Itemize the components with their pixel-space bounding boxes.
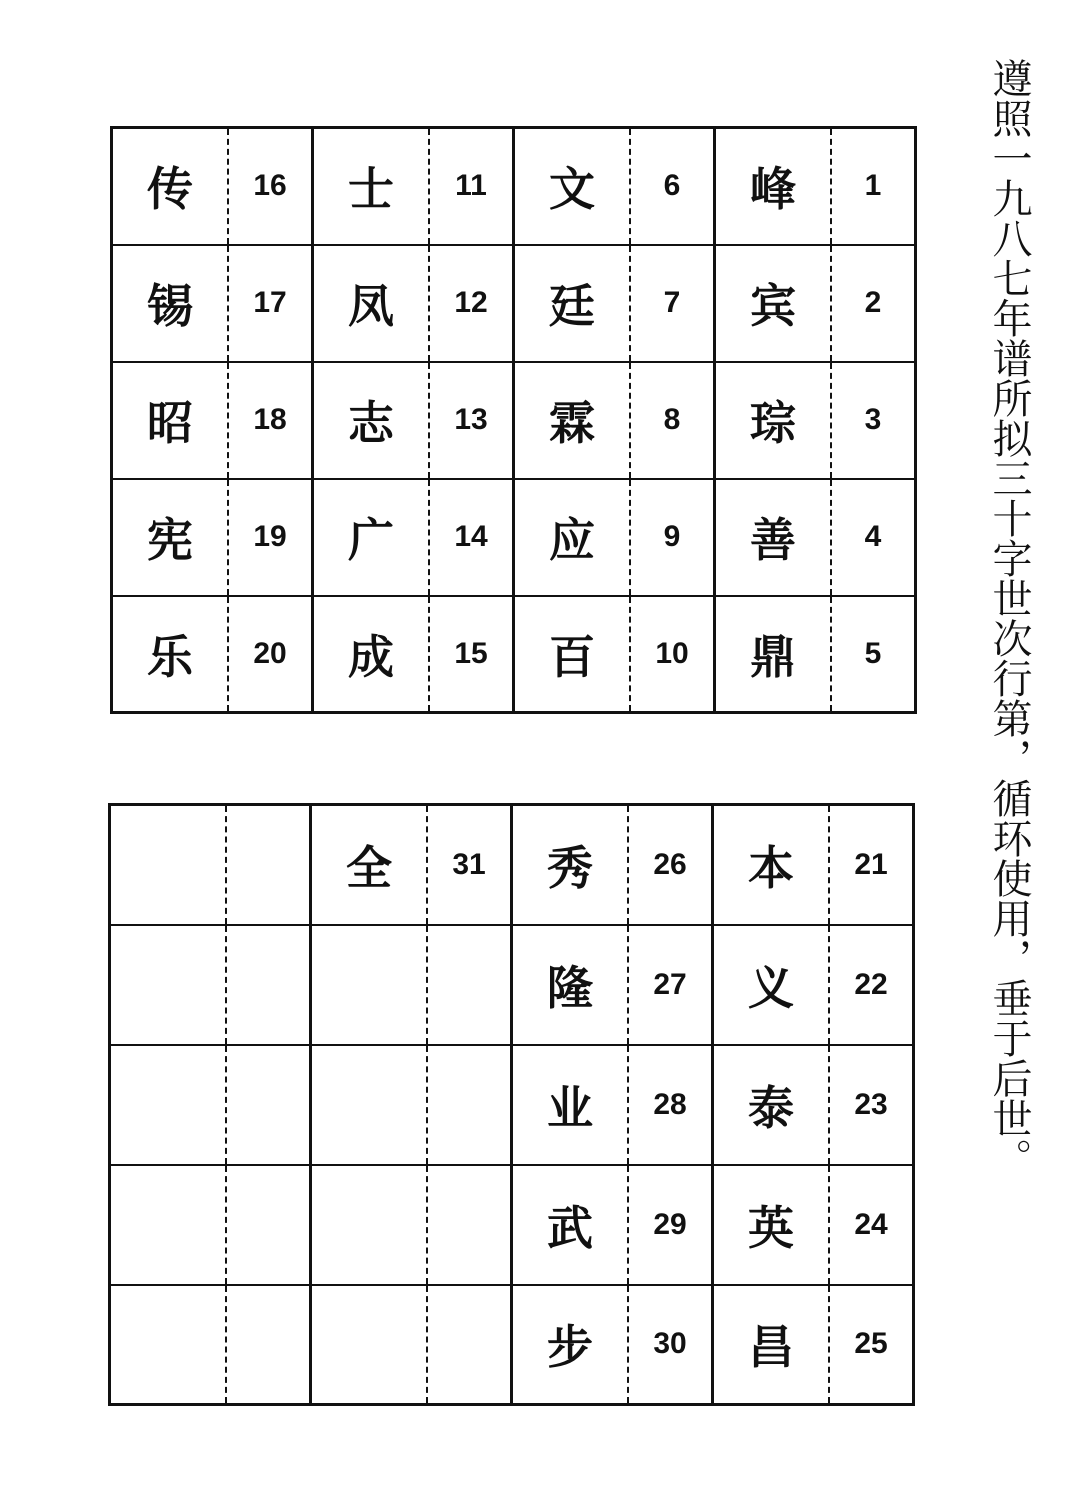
generation-number: 5: [831, 596, 916, 713]
vertical-caption: 遵照一九八七年谱所拟三十字世次行第，循环使用，垂于后世。: [986, 58, 1032, 1178]
table-row: [110, 1165, 914, 1285]
generation-number: 27: [628, 925, 713, 1045]
generation-char: 凤: [313, 245, 430, 362]
generation-number: [427, 1165, 512, 1285]
generation-char: [311, 1285, 428, 1405]
generation-number: 17: [228, 245, 313, 362]
generation-number: [226, 1045, 311, 1165]
generation-number: 7: [630, 245, 715, 362]
generation-char: [311, 925, 428, 1045]
table-row: [112, 596, 916, 713]
generation-char: [110, 925, 227, 1045]
table-row: [110, 1285, 914, 1405]
generation-number: [427, 925, 512, 1045]
generation-char: 英: [713, 1165, 830, 1285]
generation-char: [110, 1045, 227, 1165]
generation-number: 1: [831, 128, 916, 245]
generation-char: 泰: [713, 1045, 830, 1165]
generation-char: 文: [514, 128, 631, 245]
generation-char: 鼎: [715, 596, 832, 713]
generation-char: 全: [311, 805, 428, 925]
generation-number: 15: [429, 596, 514, 713]
generation-number: [226, 1165, 311, 1285]
generation-char: [311, 1045, 428, 1165]
generation-number: 22: [829, 925, 914, 1045]
generation-char: 志: [313, 362, 430, 479]
generation-number: 23: [829, 1045, 914, 1165]
generation-number: 18: [228, 362, 313, 479]
generation-number: 10: [630, 596, 715, 713]
generation-number: 29: [628, 1165, 713, 1285]
generation-char: [110, 805, 227, 925]
generation-char: 步: [512, 1285, 629, 1405]
generation-number: 31: [427, 805, 512, 925]
generation-number: [427, 1045, 512, 1165]
generation-char: [311, 1165, 428, 1285]
generation-char: 霖: [514, 362, 631, 479]
generation-char: 武: [512, 1165, 629, 1285]
generation-char: [110, 1165, 227, 1285]
generation-number: [427, 1285, 512, 1405]
generation-number: 6: [630, 128, 715, 245]
generation-number: 3: [831, 362, 916, 479]
table-row: [110, 925, 914, 1045]
generation-char: 宪: [112, 479, 229, 596]
generation-number: [226, 1285, 311, 1405]
generation-number: [226, 805, 311, 925]
generation-number: 19: [228, 479, 313, 596]
table-row: [110, 805, 914, 925]
generation-char: 锡: [112, 245, 229, 362]
generation-char: 百: [514, 596, 631, 713]
generation-number: 25: [829, 1285, 914, 1405]
table-row: [110, 1045, 914, 1165]
table-row: [112, 245, 916, 362]
generation-names-table-bottom: [108, 803, 915, 1406]
table-row: [112, 128, 916, 245]
generation-number: 11: [429, 128, 514, 245]
generation-number: 24: [829, 1165, 914, 1285]
generation-char: 义: [713, 925, 830, 1045]
generation-number: 20: [228, 596, 313, 713]
generation-char: 广: [313, 479, 430, 596]
generation-char: 乐: [112, 596, 229, 713]
generation-char: [110, 1285, 227, 1405]
generation-char: 成: [313, 596, 430, 713]
generation-number: [226, 925, 311, 1045]
generation-number: 2: [831, 245, 916, 362]
generation-number: 26: [628, 805, 713, 925]
generation-number: 13: [429, 362, 514, 479]
generation-char: 本: [713, 805, 830, 925]
generation-char: 隆: [512, 925, 629, 1045]
generation-char: 宾: [715, 245, 832, 362]
generation-char: 秀: [512, 805, 629, 925]
generation-char: 士: [313, 128, 430, 245]
generation-char: 昌: [713, 1285, 830, 1405]
generation-number: 8: [630, 362, 715, 479]
generation-number: 16: [228, 128, 313, 245]
generation-number: 21: [829, 805, 914, 925]
generation-char: 峰: [715, 128, 832, 245]
generation-number: 14: [429, 479, 514, 596]
generation-char: 琮: [715, 362, 832, 479]
generation-char: 传: [112, 128, 229, 245]
generation-char: 廷: [514, 245, 631, 362]
generation-number: 28: [628, 1045, 713, 1165]
table-row: [112, 479, 916, 596]
generation-number: 9: [630, 479, 715, 596]
table-row: [112, 362, 916, 479]
generation-names-table-top: [110, 126, 917, 714]
generation-char: 善: [715, 479, 832, 596]
generation-char: 业: [512, 1045, 629, 1165]
generation-number: 4: [831, 479, 916, 596]
generation-char: 应: [514, 479, 631, 596]
generation-number: 12: [429, 245, 514, 362]
generation-number: 30: [628, 1285, 713, 1405]
generation-char: 昭: [112, 362, 229, 479]
